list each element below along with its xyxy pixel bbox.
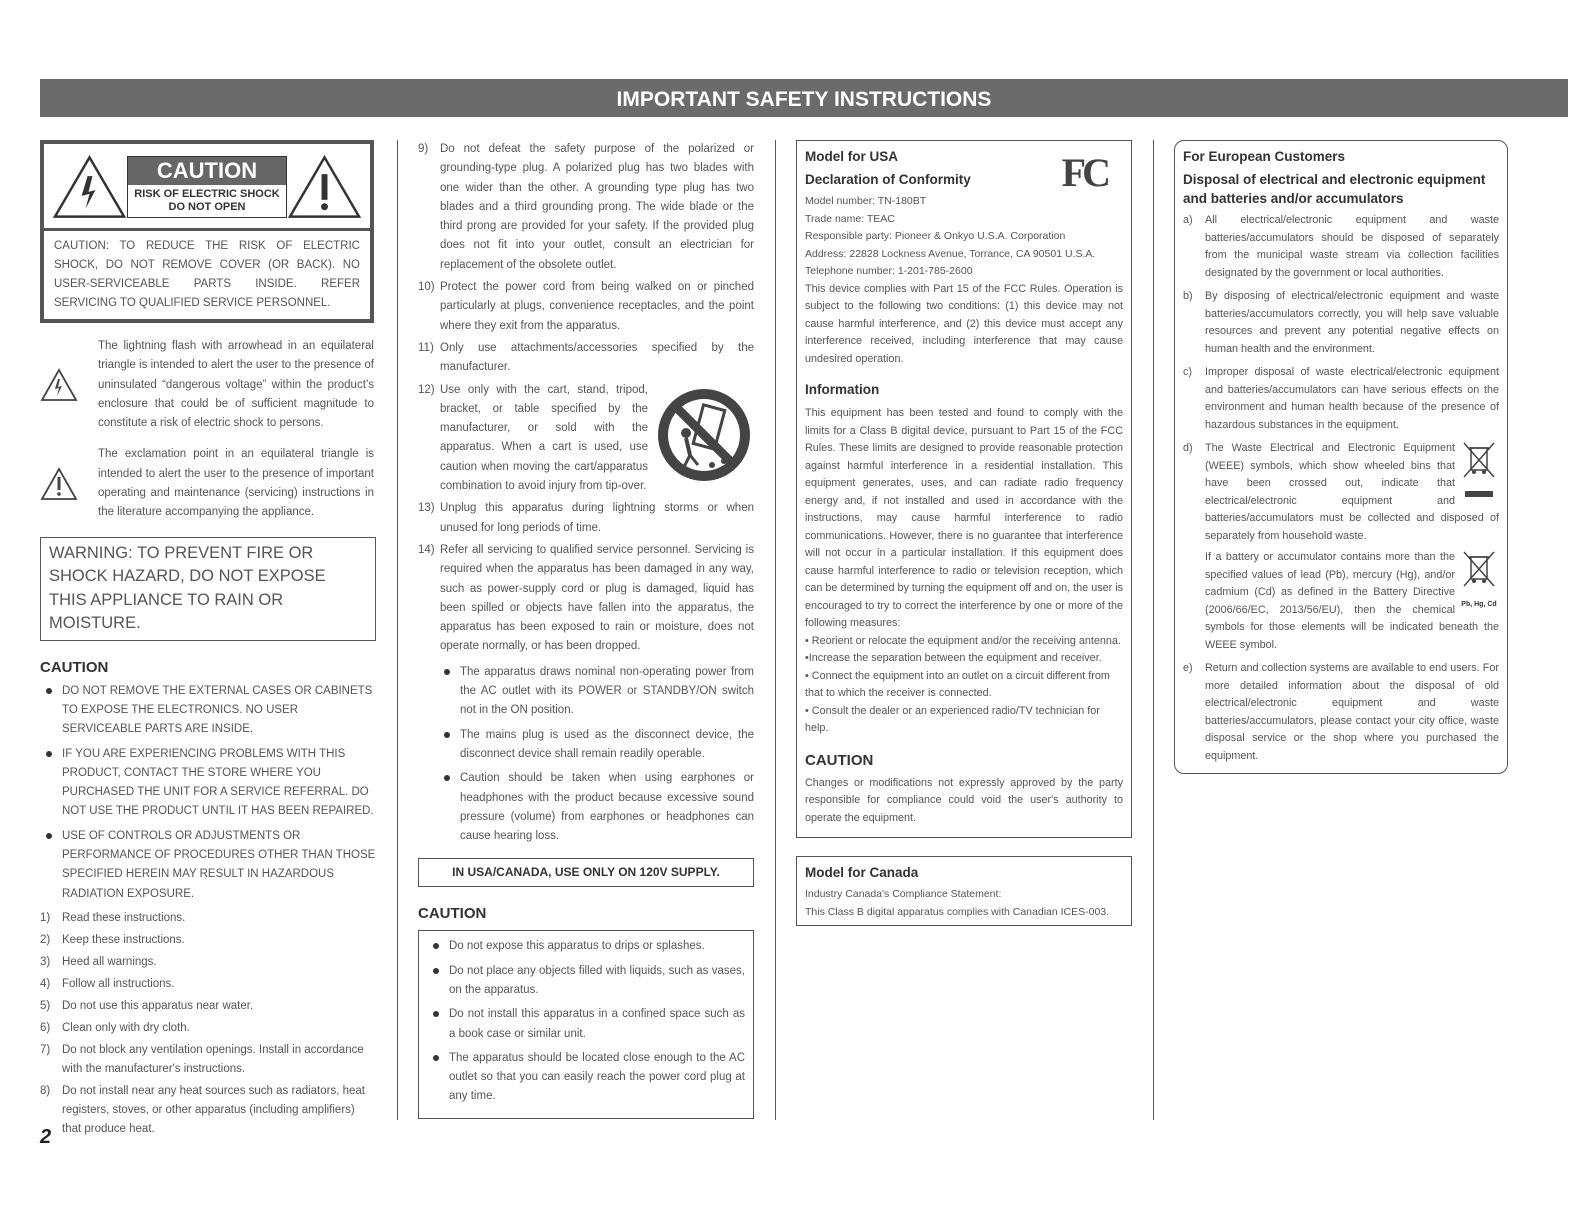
list-item: The apparatus should be located close enough to the AC outlet so that you can easily reach the power cord plug at any time. xyxy=(427,1049,745,1107)
column-divider xyxy=(1153,140,1154,1120)
usa-heading: Model for USA xyxy=(805,149,898,164)
column-1 xyxy=(40,140,376,1142)
list-item: a) All electrical/electronic equipment and waste batteries/accumulators should be disposed of separately from the municipal waste stream via collection facilities designated by the government or local authorities. xyxy=(1183,214,1499,279)
warning-box xyxy=(40,537,376,641)
exclamation-description: The exclamation point in an equilateral triangle is intended to alert the user to the presence of important operating and maintenance (servicing) instructions in the literature accompanying the appliance. xyxy=(98,448,374,519)
list-item: 9) Do not defeat the safety purpose of the polarized or grounding-type plug. A polarized plug has two blades with one wider than the other. A grounding type plug has two blades and a third grounding prong. The wide blade or the third prong are provided for your safety. If the provided plug does not fit into your outlet, consult an electrician for replacement of the obsolete outlet. xyxy=(418,143,754,271)
caution-list xyxy=(40,682,376,904)
list-item: 4) Follow all instructions. xyxy=(40,977,175,990)
caution-box-text: CAUTION: TO REDUCE THE RISK OF ELECTRIC SHOCK, DO NOT REMOVE COVER (OR BACK). NO USER-SERVICEABLE PARTS INSIDE. REFER SERVICING TO QUALIFIED SERVICE PERSONNEL. xyxy=(54,240,360,309)
column-4 xyxy=(1174,140,1508,774)
column-divider xyxy=(397,140,398,1120)
caution-heading: CAUTION xyxy=(805,751,874,769)
europe-section xyxy=(1174,140,1508,774)
chem-symbols-label: Pb, Hg, Cd xyxy=(1461,600,1497,608)
caution-heading: CAUTION xyxy=(40,658,109,676)
telephone: Telephone number: 1-201-785-2600 xyxy=(805,265,973,277)
canada-line-2: This Class B digital apparatus complies with Canadian ICES-003. xyxy=(805,905,1110,918)
list-item: 13) Unplug this apparatus during lightning storms or when unused for long periods of time. xyxy=(418,502,754,534)
usa-supply-text: IN USA/CANADA, USE ONLY ON 120V SUPPLY. xyxy=(452,865,720,880)
list-item: 10) Protect the power cord from being walked on or pinched particularly at plugs, convenience receptacles, and the point where they exit from the apparatus. xyxy=(418,281,754,332)
column-3 xyxy=(796,140,1132,926)
list-item: Do not place any objects filled with liquids, such as vases, on the apparatus. xyxy=(427,962,745,1001)
column-2 xyxy=(418,140,754,1119)
exclamation-explanation xyxy=(40,445,376,522)
list-item: b) By disposing of electrical/electronic equipment and waste batteries/accumulators correctly, you will help save valuable resources and prevent any potential negative effects on human health and the environment. xyxy=(1183,290,1499,355)
lightning-triangle-icon xyxy=(52,154,127,220)
list-item: d) The Waste Electrical and Electronic Equipment (WEEE) symbols, which show wheeled bins that have been crossed out, indicate that electrical/electronic equipment and batteries/accumulators must be collected and disposed of separately from household waste. Pb, Hg, Cd If a battery or accumulator contains more than the specified values of lead (Pb), mercury (Hg), and/or cadmium (Cd) as defined in the Battery Directive (2006/66/EC, 2013/56/EU), then the chemical symbols for those elements will be indicated beneath the WEEE symbol. xyxy=(1183,442,1499,651)
disposal-list xyxy=(1183,212,1499,765)
list-item: •Increase the separation between the equipment and receiver. xyxy=(805,652,1102,664)
warning-text: WARNING: TO PREVENT FIRE OR SHOCK HAZARD, DO NOT EXPOSE THIS APPLIANCE TO RAIN OR MOISTURE. xyxy=(49,543,326,633)
address: Address: 22828 Lockness Avenue, Torrance, CA 90501 U.S.A. xyxy=(805,247,1096,260)
usa-supply-box xyxy=(418,858,754,887)
list-item: 3) Heed all warnings. xyxy=(40,955,157,968)
caution-text: Changes or modifications not expressly approved by the party responsible for compliance could void the user's authority to operate the equipment. xyxy=(805,776,1123,824)
list-item: • Connect the equipment into an outlet on a circuit different from that to which the receiver is connected. xyxy=(805,669,1110,699)
list-item: Do not install this apparatus in a confined space such as a book case or similar unit. xyxy=(427,1005,745,1044)
information-text: This equipment has been tested and found to comply with the limits for a Class B digital device, pursuant to Part 15 of the FCC Rules. These limits are designed to provide reasonable protection against harmful interference in a residential installation. This equipment generates, uses, and can radiate radio frequency energy and, if not installed and used in accordance with the instructions, may cause harmful interference to radio communications. However, there is no guarantee that interference will not occur in a particular installation. If this equipment does cause harmful interference to radio or television reception, which can be determined by turning the equipment off and on, the user is encouraged to try to correct the interference by one or more of the following measures: xyxy=(805,407,1123,629)
list-item: • Consult the dealer or an experienced radio/TV technician for help. xyxy=(805,704,1100,734)
column-divider xyxy=(775,140,776,1120)
canada-heading: Model for Canada xyxy=(805,865,919,880)
bin-bar-icon xyxy=(1465,491,1493,497)
list-item: 14) Refer all servicing to qualified service personnel. Servicing is required when the apparatus has been damaged in any way, such as power-supply cord or plug is damaged, liquid has been spilled or objects have fallen into the apparatus, the apparatus has been exposed to rain or moisture, does not operate normally, or has been dropped. xyxy=(418,543,754,653)
battery-symbols xyxy=(1459,549,1499,613)
list-item: Caution should be taken when using earphones or headphones with the product because excessive sound pressure (volume) from earphones or headphones can cause hearing loss. xyxy=(438,769,754,846)
list-item: The apparatus draws nominal non-operating power from the AC outlet with its POWER or STANDBY/ON switch not in the ON position. xyxy=(438,663,754,721)
caution-label-box xyxy=(40,140,374,323)
list-item: 11) Only use attachments/accessories specified by the manufacturer. xyxy=(418,341,754,374)
information-heading: Information xyxy=(805,382,880,397)
lightning-description: The lightning flash with arrowhead in an equilateral triangle is intended to alert the user to the presence of uninsulated “dangerous voltage” within the product’s enclosure that could be of sufficient magnitude to constitute a risk of electric shock to persons. xyxy=(98,340,374,430)
europe-heading: For European Customers xyxy=(1183,149,1346,164)
disposal-heading: Disposal of electrical and electronic equipment and batteries and/or accumulators xyxy=(1183,172,1486,206)
caution-label: CAUTION xyxy=(128,157,286,185)
list-item: c) Improper disposal of waste electrical/electronic equipment and batteries/accumulators can have serious effects on the environment and human health because of the presence of hazardous substances in the equipment. xyxy=(1183,366,1499,431)
list-item: Do not expose this apparatus to drips or splashes. xyxy=(427,937,745,956)
list-item: The mains plug is used as the disconnect device, the disconnect device shall remain readily operable. xyxy=(438,726,754,765)
canada-line-1: Industry Canada's Compliance Statement: xyxy=(805,888,1002,900)
caution-heading: CAUTION xyxy=(418,905,487,923)
banner-title: IMPORTANT SAFETY INSTRUCTIONS xyxy=(616,88,992,111)
compliance-text: This device complies with Part 15 of the FCC Rules. Operation is subject to the following two conditions: (1) this device may not cause harmful interference, and (2) this device must accept any interference received, including interference that may cause undesired operation. xyxy=(805,282,1123,365)
list-item: DO NOT REMOVE THE EXTERNAL CASES OR CABINETS TO EXPOSE THE ELECTRONICS. NO USER SERVICEABLE PARTS ARE INSIDE. xyxy=(40,682,376,740)
caution-box xyxy=(418,930,754,1118)
weee-symbols xyxy=(1459,440,1499,497)
lightning-triangle-icon xyxy=(40,368,78,402)
list-item: USE OF CONTROLS OR ADJUSTMENTS OR PERFORMANCE OF PROCEDURES OTHER THAN THOSE SPECIFIED HEREIN MAY RESULT IN HAZARDOUS RADIATION EXPOSURE. xyxy=(40,827,376,904)
measures-list xyxy=(805,633,1123,738)
list-item: 8) Do not install near any heat sources such as radiators, heat registers, stoves, or other apparatus (including amplifiers) that produce heat. xyxy=(40,1084,366,1135)
responsible-party: Responsible party: Pioneer & Onkyo U.S.A. Corporation xyxy=(805,230,1066,242)
model-number: Model number: TN-180BT xyxy=(805,195,927,207)
battery-text: If a battery or accumulator contains more than the specified values of lead (Pb), mercury (Hg), and/or cadmium (Cd) as defined in the Battery Directive (2006/66/EC, 2013/56/EU), then the chemical symbols for those elements will be indicated beneath the WEEE symbol. xyxy=(1205,551,1499,651)
list-item: IF YOU ARE EXPERIENCING PROBLEMS WITH THIS PRODUCT, CONTACT THE STORE WHERE YOU PURCHASED THE UNIT FOR A SERVICE REFERRAL. DO NOT USE THE PRODUCT UNTIL IT HAS BEEN REPAIRED. xyxy=(40,745,376,822)
exclamation-triangle-icon xyxy=(40,467,78,501)
exclamation-triangle-icon xyxy=(287,154,362,220)
trade-name: Trade name: TEAC xyxy=(805,212,895,225)
list-item: 1) Read these instructions. xyxy=(40,911,186,924)
usa-details xyxy=(805,193,1123,281)
doc-heading: Declaration of Conformity xyxy=(805,172,971,187)
list-item: e) Return and collection systems are available to end users. For more detailed information about the disposal of old electrical/electronic equipment and waste batteries/accumulators, please contact your city office, waste disposal service or the shop where you purchased the equipment. xyxy=(1183,662,1499,762)
instructions-list-a xyxy=(40,909,376,1139)
list-item: 7) Do not block any ventilation openings. Install in accordance with the manufacturer's instructions. xyxy=(40,1043,364,1075)
crossed-bin-icon xyxy=(1461,549,1497,589)
crossed-bin-icon xyxy=(1461,440,1497,480)
risk-line-1: RISK OF ELECTRIC SHOCK xyxy=(134,188,280,200)
page-number: 2 xyxy=(40,1126,52,1148)
cart-warning-icon xyxy=(654,385,754,485)
list-item: 5) Do not use this apparatus near water. xyxy=(40,999,254,1012)
caution-list xyxy=(427,937,745,1106)
list-item: • Reorient or relocate the equipment and/or the receiving antenna. xyxy=(805,634,1121,647)
list-item: 12) Use only with the cart, stand, tripod, bracket, or table specified by the manufacturer, or sold with the apparatus. When a cart is used, use caution when moving the cart/apparatus combination to avoid injury from tip-over. xyxy=(418,381,754,497)
fcc-logo: FC xyxy=(1061,150,1107,195)
canada-section xyxy=(796,856,1132,926)
instructions-list-b xyxy=(418,140,754,657)
list-item: 6) Clean only with dry cloth. xyxy=(40,1021,190,1034)
risk-line-2: DO NOT OPEN xyxy=(168,201,246,213)
list-item: 2) Keep these instructions. xyxy=(40,933,185,946)
power-bullet-list xyxy=(418,663,754,847)
page-banner xyxy=(40,79,1568,117)
usa-section xyxy=(796,140,1132,838)
lightning-explanation xyxy=(40,337,376,433)
